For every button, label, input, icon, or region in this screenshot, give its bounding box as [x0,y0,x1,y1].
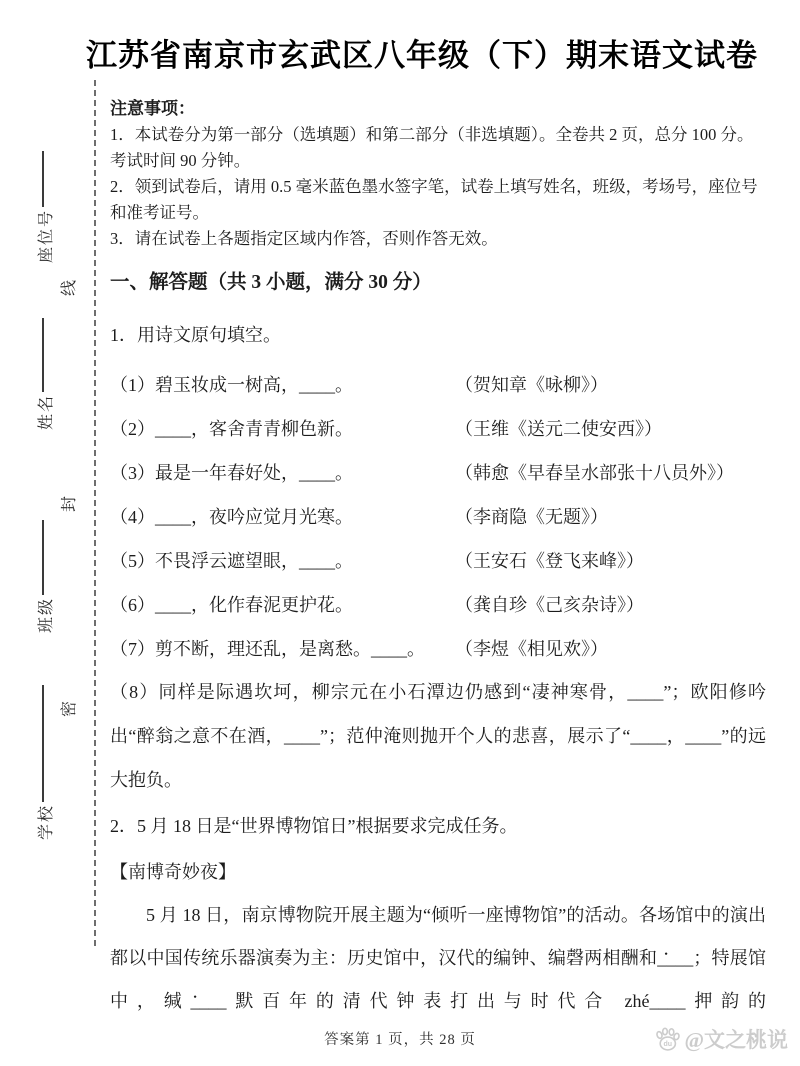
fill-item-source: （龚自珍《己亥杂诗》） [455,595,644,615]
fill-item-row [110,626,766,670]
seal-field-class [33,520,53,633]
baidu-paw-icon [654,1027,681,1052]
fill-item-text: （1）碧玉妆成一树高，____。 [110,375,353,395]
seal-field-seat-number [33,151,53,263]
seal-field-line [33,520,44,595]
fill-item-row [110,582,766,626]
fill-item-text: （2）____，客舍青青柳色新。 [110,419,353,439]
notice-section [110,96,766,252]
fill-item-source: （贺知章《咏柳》） [455,375,608,395]
svg-text:du: du [663,1040,673,1048]
fill-item-8: （8）同样是际遇坎坷，柳宗元在小石潭边仍感到“凄神寒骨，____”；欧阳修吟出“醉翁之意不在酒，____”；范仲淹则抛开个人的悲喜，展示了“____，____”的远大抱负。 [110,682,766,790]
seal-char-feng: 封 [61,496,78,513]
fill-item-source: （王维《送元二使安西》） [455,419,662,439]
exam-content [110,96,766,1023]
fill-item-text: （4）____，夜吟应觉月光寒。 [110,507,353,527]
notice-item: 2．领到试卷后，请用 0.5 毫米蓝色墨水签字笔，试卷上填写姓名，班级，考场号，座位号和准考证号。 [110,177,758,222]
page-title: 江苏省南京市玄武区八年级（下）期末语文试卷 [86,38,758,73]
question-2-stem: 2．5 月 18 日是“世界博物馆日”根据要求完成任务。 [110,816,518,836]
fill-item-source: （李商隐《无题》） [455,507,608,527]
fill-item-row [110,450,766,494]
paragraph-segment: ____默百年的清代钟表打出与时代合 zhé____押韵的 [190,991,766,1011]
emphasis-dot-char: 缄 • [164,991,191,1011]
fill-item-row [110,494,766,538]
fill-item-source: （李煜《相见欢》） [455,639,608,659]
seal-field-school [33,685,53,840]
section-heading: 一、解答题（共 3 小题，满分 30 分） [110,272,432,293]
fill-item-text: （5）不畏浮云遮望眼，____。 [110,551,353,571]
fill-item-row [110,406,766,450]
seal-field-line [33,318,44,392]
fill-item-source: （王安石《登飞来峰》） [455,551,644,571]
seal-char-xian: 线 [61,280,78,297]
seal-field-label: 姓名 [38,393,55,430]
seal-field-label: 班级 [38,596,55,633]
fill-item-text: （7）剪不断，理还乱，是离愁。____。 [110,639,425,659]
seal-field-line [33,151,44,207]
emphasis-dot-char: 和 • [639,948,657,968]
seal-field-label: 学校 [38,803,55,840]
seal-field-label: 座位号 [38,208,55,263]
seal-dashed-line [94,80,96,946]
fill-item-row [110,538,766,582]
notice-item: 1．本试卷分为第一部分（选填题）和第二部分（非选填题）。全卷共 2 页，总分 100 分。考试时间 90 分钟。 [110,125,754,170]
fill-item-row [110,362,766,406]
paragraph-segment: ____；特展馆中， [110,948,767,1011]
fill-item-text: （6）____，化作春泥更护花。 [110,595,353,615]
question-2-paragraph [110,894,766,1023]
fill-item-source: （韩愈《早春呈水部张十八员外》） [455,463,734,483]
seal-field-line [33,685,44,802]
watermark [654,1024,788,1054]
bracket-heading-nanbo-night: 【南博奇妙夜】 [110,862,236,882]
seal-char-mi: 密 [61,701,78,718]
fill-in-blank-list [110,362,766,670]
notice-heading: 注意事项： [110,99,195,118]
watermark-text: @文之桃说 [684,1028,788,1052]
footer-page-info: 答案第 1 页，共 28 页 [324,1032,476,1048]
fill-item-text: （3）最是一年春好处，____。 [110,463,353,483]
paragraph-segment: 5 月 18 日，南京博物院开展主题为“倾听一座博物馆”的活动。各场馆中的演出都以中国传统乐器演奏为主：历史馆中，汉代的编钟、编磬两相酬 [110,905,766,968]
question-1-stem: 1．用诗文原句填空。 [110,325,281,345]
notice-item: 3．请在试卷上各题指定区域内作答，否则作答无效。 [110,229,498,248]
seal-field-name [33,318,53,430]
